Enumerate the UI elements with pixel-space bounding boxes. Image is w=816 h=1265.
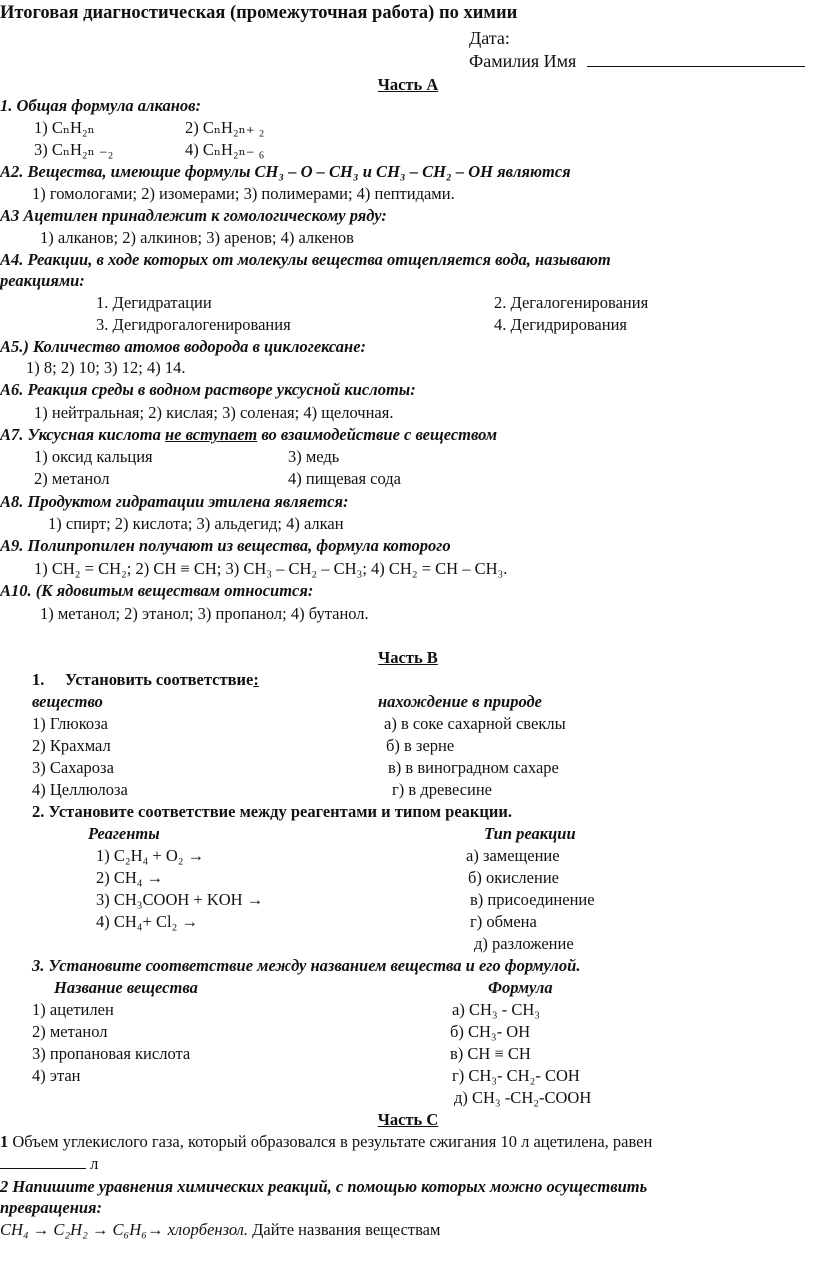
question-c1-answer[interactable] [0, 1154, 98, 1174]
task-b2-right-c: в) присоединение [470, 890, 595, 909]
task-b2-left-4: 4) CH₄+ Cl₂ → [96, 912, 198, 931]
task-b2-right-d: г) обмена [470, 912, 537, 931]
option-a7-3: 3) медь [288, 447, 340, 466]
name-field[interactable] [469, 51, 805, 71]
option-a7-4: 4) пищевая сода [288, 469, 401, 488]
task-b1-right-a: а) в соке сахарной свеклы [384, 714, 566, 733]
task-b1-left-4: 4) Целлюлоза [32, 780, 128, 799]
task-b1-left-1: 1) Глюкоза [32, 714, 108, 733]
question-c1-number: 1 [0, 1132, 9, 1151]
reaction-chain: CH₄ → C₂H₂ → C₆H₆→ хлорбензол. [0, 1220, 248, 1239]
option-a4-1: 1. Дегидратации [96, 293, 212, 312]
part-a-heading: Часть А [377, 75, 439, 94]
task-b2-right-e: д) разложение [474, 934, 574, 953]
question-a5: А5.) Количество атомов водорода в циклогексане: [0, 337, 367, 356]
task-b3-left-2: 2) метанол [32, 1022, 108, 1041]
task-b3-right-e: д) CH₃ -CH₂-COOH [454, 1088, 592, 1107]
question-a3: А3 Ацетилен принадлежит к гомологическому ряду: [0, 206, 387, 225]
option-a4-4: 4. Дегидрирования [494, 315, 627, 334]
task-b2-right-header: Тип реакции [484, 824, 576, 843]
date-label: Дата: [469, 28, 510, 48]
question-c2: 2 Напишите уравнения химических реакций, с помощью которых можно осуществить [0, 1177, 648, 1196]
question-a7-part2: во взаимодействие с веществом [257, 425, 498, 444]
question-c1-text: Объем углекислого газа, который образовался в результате сжигания 10 л ацетилена, равен [8, 1132, 653, 1151]
question-a9: А9. Полипропилен получают из вещества, формула которого [0, 536, 451, 555]
task-b1-right-c: в) в виноградном сахаре [388, 758, 559, 777]
task-b1-colon: : [253, 670, 259, 689]
part-c-heading: Часть С [377, 1110, 439, 1129]
options-a3: 1) алканов; 2) алкинов; 3) аренов; 4) алкенов [40, 228, 354, 247]
task-b1-right-header: нахождение в природе [378, 692, 542, 711]
task-b2-left-1: 1) C₂H₄ + O₂ → [96, 846, 205, 865]
question-a2: А2. Вещества, имеющие формулы CH₃ – O – CH₃ и CH₃ – CH₂ – OH являются [0, 162, 571, 181]
question-c2-chain [0, 1220, 440, 1240]
task-b1-title [32, 670, 259, 690]
options-a8: 1) спирт; 2) кислота; 3) альдегид; 4) алкан [48, 514, 344, 533]
task-b1-right-d: г) в древесине [392, 780, 493, 799]
task-b3-right-b: б) CH₃- OH [450, 1022, 531, 1041]
task-b1-left-3: 3) Сахароза [32, 758, 114, 777]
question-a4: А4. Реакции, в ходе которых от молекулы вещества отщепляется вода, называют [0, 250, 611, 269]
task-b2-left-2: 2) CH₄ → [96, 868, 164, 887]
options-a5: 1) 8; 2) 10; 3) 12; 4) 14. [26, 358, 186, 377]
question-a6: А6. Реакция среды в водном растворе уксусной кислоты: [0, 380, 416, 399]
option-a1-2: 2) CₙH₂ₙ₊ ₂ [185, 118, 265, 137]
task-b1-left-2: 2) Крахмал [32, 736, 111, 755]
option-a7-1: 1) оксид кальция [34, 447, 153, 466]
name-blank[interactable] [587, 66, 805, 67]
option-a1-3: 3) CₙH₂ₙ ₋₂ [34, 140, 114, 159]
task-b3-left-1: 1) ацетилен [32, 1000, 114, 1019]
question-a10: А10. (К ядовитым веществам относится: [0, 581, 314, 600]
option-a7-2: 2) метанол [34, 469, 110, 488]
task-b3-right-d: г) CH₃- CH₂- COH [452, 1066, 580, 1085]
question-c2-tail: Дайте названия веществам [247, 1220, 441, 1239]
page-title: Итоговая диагностическая (промежуточная работа) по химии [0, 3, 518, 23]
option-a1-1: 1) CₙH₂ₙ [34, 118, 95, 137]
task-b3-left-3: 3) пропановая кислота [32, 1044, 191, 1063]
task-b2-left-3: 3) CH₃COOH + KOH → [96, 890, 264, 909]
question-a7-emphasis: не вступает [165, 425, 258, 444]
question-a4-cont: реакциями: [0, 271, 85, 290]
task-b3-right-c: в) CH ≡ CH [450, 1044, 531, 1063]
task-b3-right-a: а) CH₃ - CH₃ [452, 1000, 541, 1019]
task-b1-number: 1. [32, 670, 45, 689]
task-b3-title: 3. Установите соответствие между названием вещества и его формулой. [32, 956, 581, 975]
task-b2-title: 2. Установите соответствие между реагентами и типом реакции. [32, 802, 513, 821]
question-c1-unit: л [86, 1154, 99, 1173]
option-a1-4: 4) CₙH₂ₙ₋ ₆ [185, 140, 265, 159]
task-b2-left-header: Реагенты [88, 824, 160, 843]
options-a6: 1) нейтральная; 2) кислая; 3) соленая; 4) щелочная. [34, 403, 394, 422]
options-a2: 1) гомологами; 2) изомерами; 3) полимерами; 4) пептидами. [32, 184, 455, 203]
task-b3-left-header: Название вещества [54, 978, 198, 997]
question-a1: 1. Общая формула алканов: [0, 96, 201, 115]
task-b1-right-b: б) в зерне [386, 736, 455, 755]
question-c1 [0, 1132, 652, 1152]
task-b3-left-4: 4) этан [32, 1066, 81, 1085]
task-b2-right-b: б) окисление [468, 868, 559, 887]
task-b1-text: Установить соответствие [65, 670, 254, 689]
question-a8: А8. Продуктом гидратации этилена является: [0, 492, 349, 511]
name-label: Фамилия Имя [469, 51, 577, 71]
task-b2-right-a: а) замещение [466, 846, 560, 865]
option-a4-3: 3. Дегидрогалогенирования [96, 315, 291, 334]
task-b1-left-header: вещество [32, 692, 103, 711]
options-a9: 1) CH₂ = CH₂; 2) CH ≡ CH; 3) CH₃ – CH₂ – CH₃; 4) CH₂ = CH – CH₃. [34, 559, 508, 578]
options-a10: 1) метанол; 2) этанол; 3) пропанол; 4) бутанол. [40, 604, 369, 623]
question-a7 [0, 425, 497, 445]
task-b3-right-header: Формула [488, 978, 553, 997]
question-c2-cont: превращения: [0, 1198, 103, 1217]
part-b-heading: Часть В [378, 648, 438, 667]
answer-blank[interactable] [0, 1168, 86, 1169]
option-a4-2: 2. Дегалогенирования [494, 293, 649, 312]
question-a7-part1: А7. Уксусная кислота [0, 425, 165, 444]
